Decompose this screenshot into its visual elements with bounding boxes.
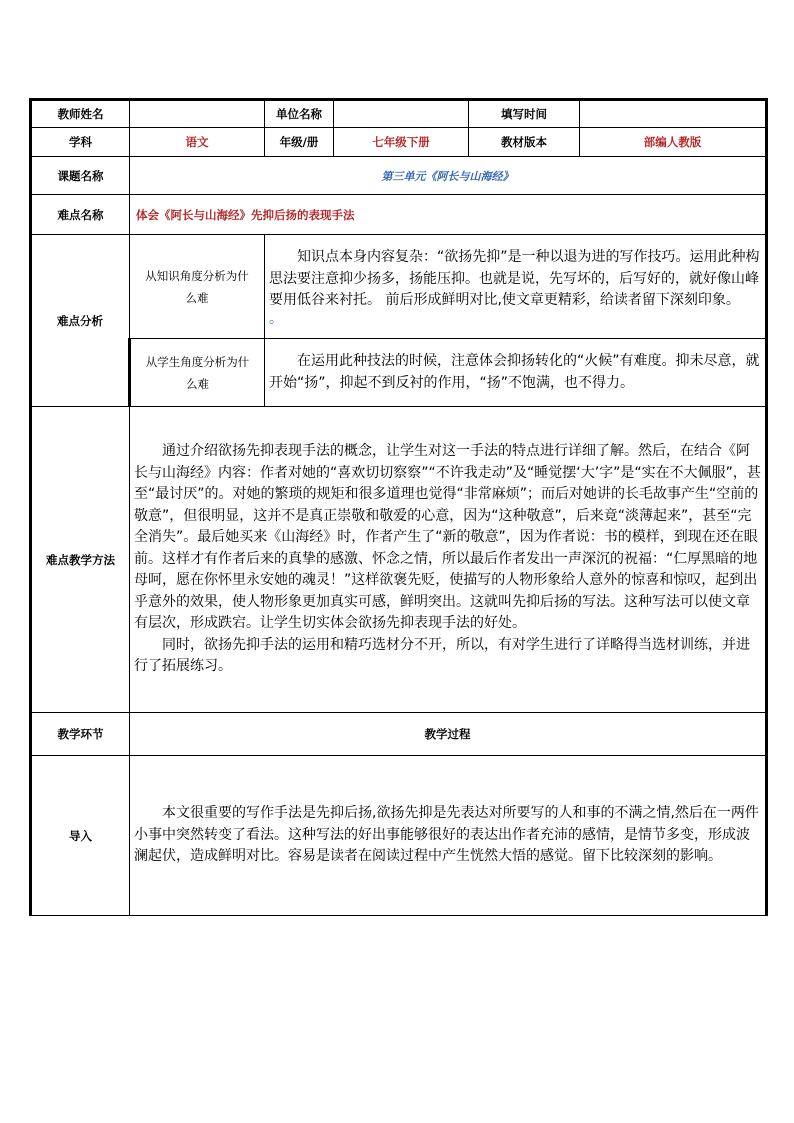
edition-value: 部编人教版 [580,128,767,157]
unit-name-label: 单位名称 [265,100,334,128]
difficulty-name-value: 体会《阿长与山海经》先抑后扬的表现手法 [130,195,767,235]
subject-value: 语文 [130,128,265,157]
teaching-method-paragraph-1: 通过介绍欲扬先抑表现手法的概念，让学生对这一手法的特点进行详细了解。然后，在结合《阿长与山海经》内容：作者对她的“喜欢切切察察”“不许我走动”及“睡觉摆‘大’字”是“实在不大佩服”，甚至“最讨厌”的。对她的繁琐的规矩和很多道理也觉得“非常麻烦”；而后对她讲的长毛故事产生“空前的敬意”，但很明显，这并不是真正崇敬和敬爱的心意，因为“这种敬意”，后来竟“淡薄起来”，甚至“完全消失”。最后她买来《山海经》时，作者产生了“新的敬意”，因为作者说：书的模样，到现在还在眼前。这样才有作者后来的真挚的感激、怀念之情，所以最后作者发出一声深沉的祝福：“仁厚黑暗的地母呵，愿在你怀里永安她的魂灵！”这样欲褒先贬，使描写的人物形象给人意外的惊喜和惊叹，起到出乎意外的效果，使人物形象更加真实可感，鲜明突出。这就叫先抑后扬的写法。这种写法可以使文章有层次，形成跌宕。让学生切实体会欲扬先抑表现手法的好处。 [134,443,761,632]
edition-label: 教材版本 [469,128,580,157]
topic-value: 第三单元《阿长与山海经》 [130,157,767,195]
knowledge-angle-label-text: 从知识角度分析为什么难 [145,268,249,305]
intro-label: 导入 [31,756,130,916]
knowledge-angle-text-cell [265,235,767,339]
intro-text: 本文很重要的写作手法是先抑后扬,欲扬先抑是先表达对所要写的人和事的不满之情,然后在一两件小事中突然转变了看法。这种写法的好出事能够很好的表达出作者充沛的感情，是情节多变，形成波澜起伏，造成鲜明对比。容易是读者在阅读过程中产生恍然大悟的感觉。留下比较深刻的影响。 [134,805,759,865]
grade-value: 七年级下册 [334,128,469,157]
topic-label: 课题名称 [31,157,130,195]
difficulty-name-label: 难点名称 [31,195,130,235]
student-angle-label-text: 从学生角度分析为什么难 [145,354,250,391]
teaching-stage-header: 教学环节 [31,713,130,756]
intro-text-cell [130,756,767,916]
teaching-method-text-cell [130,407,767,713]
knowledge-angle-text: 知识点本身内容复杂：“欲扬先抑”是一种以退为进的写作技巧。运用此种构思法要注意抑少扬多，扬能压抑。也就是说，先写坏的，后写好的，就好像山峰要用低谷来衬托。 前后形成鲜明对比,使文章更精彩，给读者留下深刻印象。 [269,249,760,309]
grade-label: 年级/册 [265,128,334,157]
knowledge-angle-mark: 。 [269,310,283,327]
lesson-plan-table [29,98,768,916]
fill-date-label: 填写时间 [469,100,580,128]
knowledge-angle-label [130,235,265,339]
teacher-name-value[interactable] [130,100,265,128]
fill-date-value[interactable] [580,100,767,128]
difficulty-analysis-label: 难点分析 [31,235,130,407]
unit-name-value[interactable] [334,100,469,128]
student-angle-text-cell [265,339,767,407]
teaching-process-header: 教学过程 [130,713,767,756]
student-angle-label [130,339,265,407]
student-angle-text: 在运用此种技法的时候，注意体会抑扬转化的“火候”有难度。抑未尽意，就开始“扬”，抑起不到反衬的作用，“扬”不饱满，也不得力。 [269,353,760,391]
subject-label: 学科 [31,128,130,157]
teaching-method-label: 难点教学方法 [31,407,130,713]
teaching-method-paragraph-2: 同时，欲扬先抑手法的运用和精巧选材分不开，所以，有对学生进行了详略得当选材训练，并进行了拓展练习。 [134,636,750,675]
teacher-name-label: 教师姓名 [31,100,130,128]
